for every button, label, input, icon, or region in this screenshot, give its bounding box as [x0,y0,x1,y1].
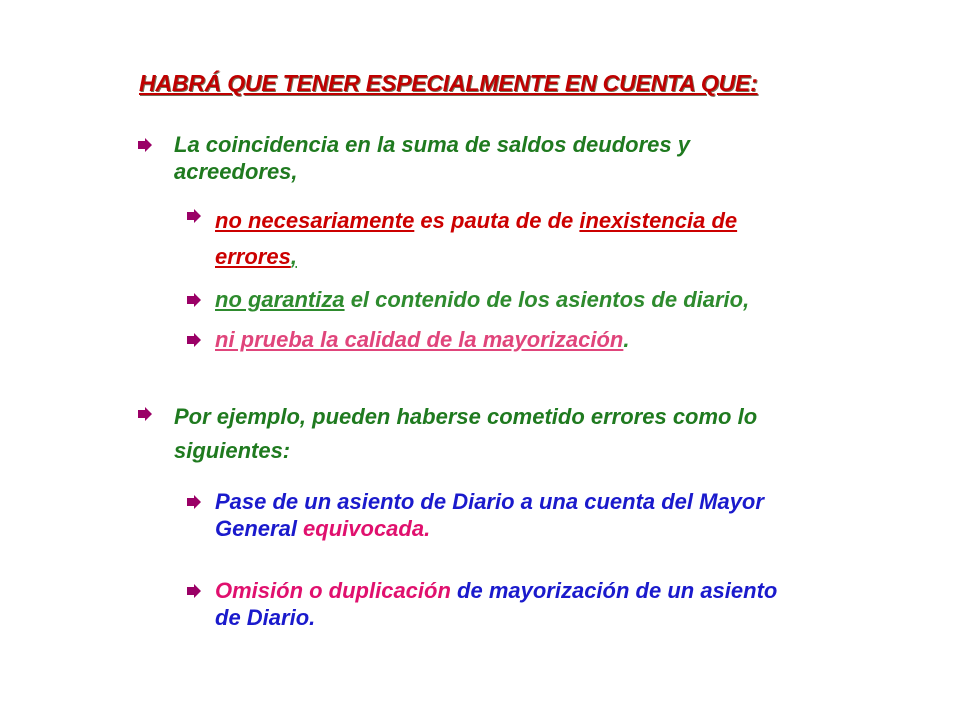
text-errores: errores [215,244,291,269]
bullet-line: Por ejemplo, pueden haberse cometido errores como lo [174,404,758,429]
sub-ni-prueba [215,326,629,353]
text-equivocada: equivocada. [303,516,431,541]
bullet-por-ejemplo [174,400,757,468]
arrow-bullet-icon [187,209,201,223]
text-no-necesariamente: no necesariamente [215,208,415,233]
text-inexistencia: inexistencia de [579,208,738,233]
sub-no-garantiza [215,286,749,313]
arrow-bullet-icon [187,293,201,307]
text-comma: , [290,244,297,269]
text-contenido: el contenido de los asientos de diario, [344,287,750,312]
slide-heading: HABRÁ QUE TENER ESPECIALMENTE EN CUENTA QUE: [139,70,758,96]
sub-pase-asiento [215,488,764,542]
bullet-coincidencia [174,131,690,185]
text-general: General [215,516,304,541]
sub-line: Pase de un asiento de Diario a una cuenta del Mayor [215,489,764,514]
arrow-bullet-icon [187,333,201,347]
bullet-line: siguientes: [174,438,291,463]
bullet-line: La coincidencia en la suma de saldos deudores y [174,132,690,157]
arrow-bullet-icon [187,495,201,509]
text-mayorizacion: de mayorización de un asiento [450,578,778,603]
text-pauta: es pauta de de [414,208,580,233]
text-omision: Omisión o duplicación [215,578,451,603]
text-period: . [623,327,630,352]
text-no-garantiza: no garantiza [215,287,345,312]
text-ni-prueba: ni prueba la calidad de la mayorización [215,327,624,352]
arrow-bullet-icon [138,138,152,152]
arrow-bullet-icon [138,407,152,421]
arrow-bullet-icon [187,584,201,598]
sub-no-necesariamente [215,203,737,275]
sub-omision [215,577,777,631]
bullet-line: acreedores, [174,159,298,184]
sub-line: de Diario. [215,605,316,630]
